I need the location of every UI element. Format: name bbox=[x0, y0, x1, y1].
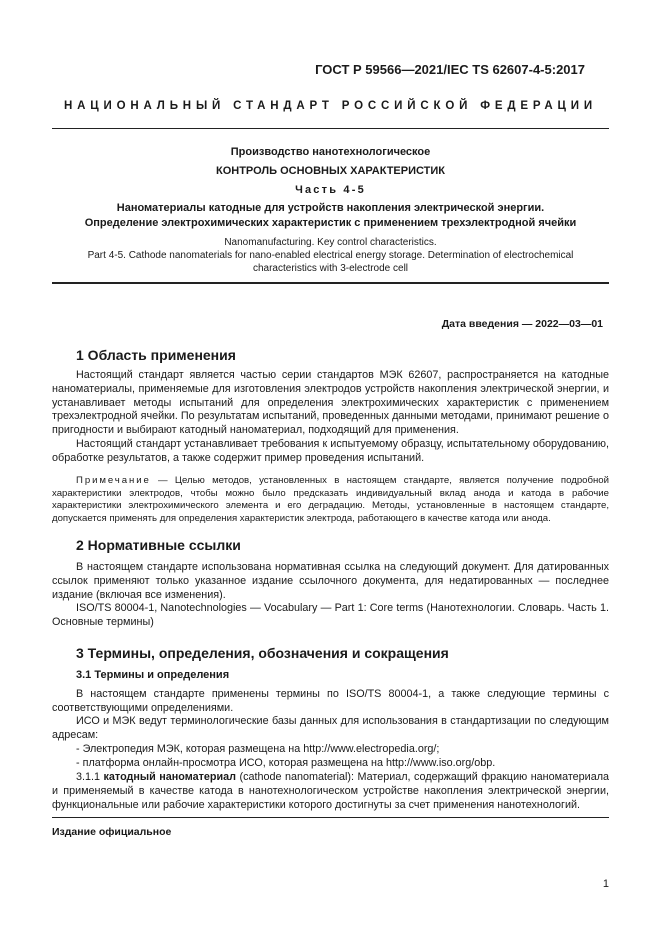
divider-title bbox=[52, 282, 609, 284]
section-3-paragraph-1: В настоящем стандарте применены термины по ISO/TS 80004-1, а также следующие термины с соответствующими определениями. bbox=[52, 688, 609, 714]
divider-footer bbox=[52, 817, 609, 818]
section-1-paragraph-2: Настоящий стандарт устанавливает требования к испытуемому образцу, испытательному оборудованию, обработке результатов, а также содержит пример проведения испытаний. bbox=[52, 438, 609, 464]
section-2-heading: 2 Нормативные ссылки bbox=[76, 537, 241, 553]
section-1-paragraph-1: Настоящий стандарт является частью серии стандартов МЭК 62607, распространяется на катодные наноматериалы, применяемые для изготовления электродов устройств накопления электрической энергии, и устанавливает методы испытаний для определения электрохимических характеристик с применением трехэлектродной ячейки. По результатам испытаний, проведенных данными методами, принимают решение о пригодности и выбирают катодный наноматериал, подходящий для применения. bbox=[52, 369, 609, 437]
page-number: 1 bbox=[602, 878, 609, 890]
section-3-1-heading: 3.1 Термины и определения bbox=[76, 669, 230, 681]
title-ru-line-2: Определение электрохимических характеристик с применением трехэлектродной ячейки bbox=[84, 217, 577, 229]
section-2-paragraph-2: ISO/TS 80004-1, Nanotechnologies — Vocabulary — Part 1: Core terms (Нанотехнологии. Словарь. Часть 1. Основные термины) bbox=[52, 602, 609, 628]
note-label: Примечание bbox=[76, 475, 151, 486]
document-code: ГОСТ Р 59566—2021/IEC TS 62607-4-5:2017 bbox=[315, 62, 585, 77]
term-definition: (cathode nanomaterial): Материал, содержащий фракцию наноматериала и применяемый в качестве катода в нанотехнологическом устройстве накопления электрической энергии, функциональные или рабочие характеристики которого достигнуты за счет применения нанотехнологий. bbox=[52, 771, 610, 811]
national-standard-banner: НАЦИОНАЛЬНЫЙ СТАНДАРТ РОССИЙСКОЙ ФЕДЕРАЦИИ bbox=[64, 100, 597, 112]
title-part: Часть 4-5 bbox=[295, 184, 366, 196]
term-3-1-1 bbox=[52, 771, 609, 812]
title-en-line-3: characteristics with 3-electrode cell bbox=[252, 263, 409, 274]
title-ru-line-1: Наноматериалы катодные для устройств накопления электрической энергии. bbox=[116, 202, 545, 214]
term-name: катодный наноматериал bbox=[103, 771, 236, 783]
official-edition: Издание официальное bbox=[52, 826, 172, 838]
title-line-2: КОНТРОЛЬ ОСНОВНЫХ ХАРАКТЕРИСТИК bbox=[215, 165, 446, 177]
section-2-paragraph-1: В настоящем стандарте использована нормативная ссылка на следующий документ. Для датированных ссылок применяют только указанное издание ссылочного документа, для недатированных — последнее издание (включая все изменения). bbox=[52, 561, 609, 601]
section-1-note bbox=[52, 475, 609, 525]
title-line-1: Производство нанотехнологическое bbox=[230, 146, 431, 158]
list-item-electropedia: - Электропедия МЭК, которая размещена на http://www.electropedia.org/; bbox=[76, 743, 440, 755]
note-text: — Целью методов, установленных в настоящем стандарте, является получение подробной характеристики электродов, чтобы можно было предсказать индивидуальный вклад анода и катода в рабочие характеристики электрохимического элемента и его деградацию. Методы, установленные в настоящем стандарте, допускается применять для определения характеристик электрода, работающего в качестве катода или анода. bbox=[52, 475, 609, 524]
term-number: 3.1.1 bbox=[76, 771, 104, 783]
section-3-paragraph-2: ИСО и МЭК ведут терминологические базы данных для использования в стандартизации по следующим адресам: bbox=[52, 715, 609, 741]
section-3-heading: 3 Термины, определения, обозначения и сокращения bbox=[76, 645, 449, 661]
section-1-heading: 1 Область применения bbox=[76, 347, 236, 363]
intro-date: Дата введения — 2022—03—01 bbox=[441, 318, 603, 330]
title-en-line-1: Nanomanufacturing. Key control characteristics. bbox=[224, 237, 437, 248]
title-en-line-2: Part 4-5. Cathode nanomaterials for nano-enabled electrical energy storage. Determination of electrochemical bbox=[87, 250, 574, 261]
list-item-iso-obp: - платформа онлайн-просмотра ИСО, которая размещена на http://www.iso.org/obp. bbox=[76, 757, 496, 769]
divider-top bbox=[52, 128, 609, 129]
